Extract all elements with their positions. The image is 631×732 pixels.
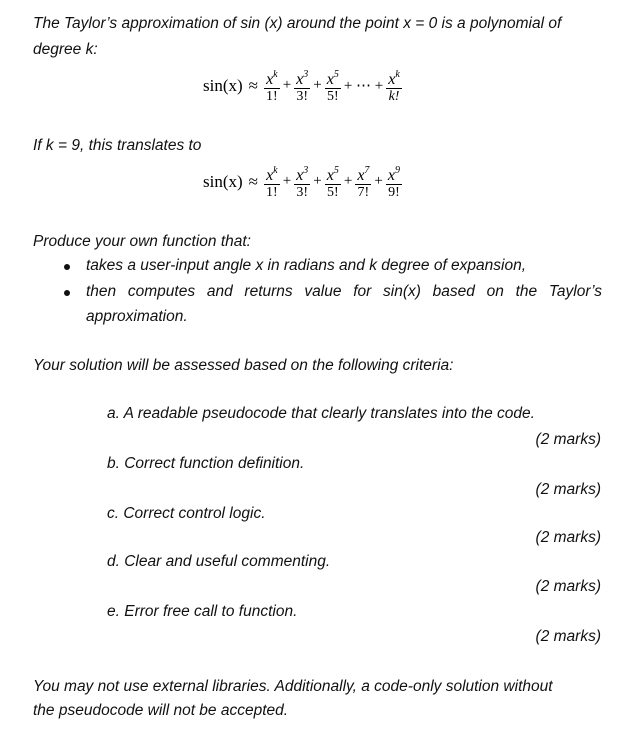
term-k: $\frac{x^k}{k!}$ [388,69,400,104]
bullet-dot [64,290,70,296]
marks-b: (2 marks) [535,481,601,498]
k9-line: If k = 9, this translates to [33,137,202,154]
criteria-item-a: a. A readable pseudocode that clearly translates into the code. [107,405,535,422]
term-1: $\frac{x^k}{1!}$ [266,69,278,104]
term-2: $\frac{x^3}{3!}$ [296,69,309,104]
criteria-item-c: c. Correct control logic. [107,505,266,522]
task-bullet-1: takes a user-input angle x in radians and k degree of expansion, [86,257,527,274]
bullet-dot [64,264,70,270]
plus-op: + [313,77,322,93]
taylor-formula-general [203,66,404,105]
criteria-item-b: b. Correct function definition. [107,455,305,472]
plus-op: + [313,173,322,189]
term-4: $\frac{x^7}{7!}$ [357,165,370,200]
task-bullet-2-line-2: approximation. [86,308,188,325]
footer-line-2: the pseudocode will not be accepted. [33,702,289,719]
task-heading: Produce your own function that: [33,233,251,250]
footer-line-1: You may not use external libraries. Additionally, a code-only solution without [33,678,553,695]
term-5: $\frac{x^9}{9!}$ [387,165,400,200]
term-2: $\frac{x^3}{3!}$ [296,165,309,200]
formula-lhs: sin(x) [203,75,243,95]
formula-lhs: sin(x) [203,171,243,191]
ellipsis-op: + ⋯ + [343,78,384,94]
intro-line-2: degree k: [33,41,98,58]
marks-e: (2 marks) [535,628,601,645]
criteria-heading: Your solution will be assessed based on the following criteria: [33,357,454,374]
criteria-item-d: d. Clear and useful commenting. [107,553,331,570]
plus-op: + [282,173,292,189]
task-bullet-2-line-1: then computes and returns value for sin(x) based on the Taylor’s [86,283,602,300]
marks-c: (2 marks) [535,529,601,546]
intro-line-1: The Taylor’s approximation of sin (x) around the point x = 0 is a polynomial of [33,15,562,32]
plus-op: + [282,77,292,93]
taylor-formula-k9 [203,162,404,201]
marks-d: (2 marks) [535,578,601,595]
approx-symbol: ≈ [248,75,259,95]
term-1: $\frac{x^k}{1!}$ [266,165,278,200]
plus-op: + [374,173,383,189]
plus-op: + [343,173,353,189]
term-3: $\frac{x^5}{5!}$ [326,165,339,200]
marks-a: (2 marks) [535,431,601,448]
approx-symbol: ≈ [248,171,259,191]
criteria-item-e: e. Error free call to function. [107,603,298,620]
term-3: $\frac{x^5}{5!}$ [326,69,339,104]
